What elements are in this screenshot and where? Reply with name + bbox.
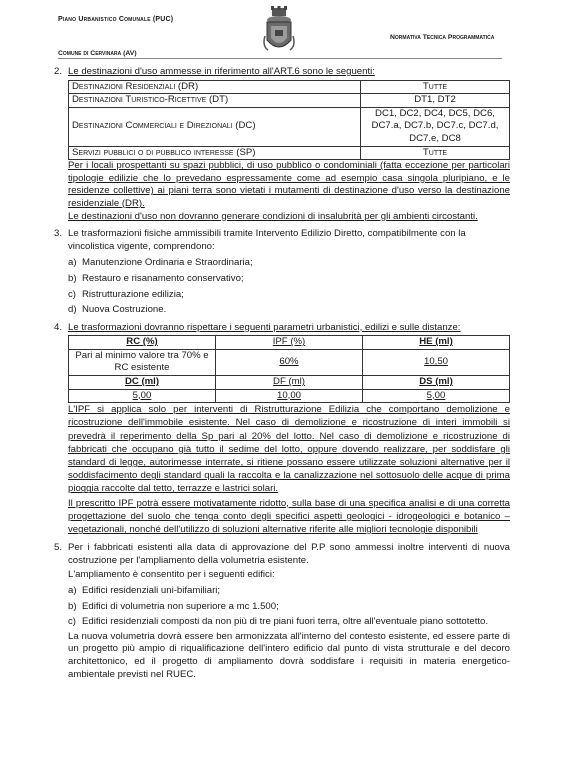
table-cell-value: Tutte <box>361 146 510 160</box>
document-section-title: Normativa Tecnica Programmatica <box>390 34 495 41</box>
parameters-note: L'IPF si applica solo per interventi di Ristrutturazione Edilizia che comportano demolizione e ricostruzione dell'immobile esistente. Nel caso di demolizione e ricostruzione di interi immobili si prevedrà il reperimento della Sp pari al 20% del lotto. Nel caso di demolizione e ricostruzione di fabbricati che occupano già tutto il sedime del lotto, oppure dovendo realizzare, per soddisfare gli standard di legge, autorimesse interrate, si ritiene possano essere utilizzate soluzioni alternative per il soddisfacimento degli standard quali la raccolta e la canalizzazione nel sottosuolo delle acque di prima pioggia raccolte dal tetto, terrazze e lastrici solari. <box>68 404 510 495</box>
table-header-cell: RC (%) <box>69 336 216 350</box>
table-cell-label: Destinazioni Turistico-Ricettive (DT) <box>69 94 361 108</box>
list-item: c) Ristrutturazione edilizia; <box>68 288 184 300</box>
section-intro: Le trasformazioni dovranno rispettare i seguenti parametri urbanistici, edilizi e sulle distanze: <box>68 321 461 333</box>
land-use-note: Le destinazioni d'uso non dovranno generare condizioni di insalubrità per gli ambienti circostanti. <box>68 210 478 222</box>
table-cell-value: DT1, DT2 <box>361 94 510 108</box>
parameters-note: Il prescritto IPF potrà essere motivatamente ridotto, sulla base di una specifica analisi e di una corretta progettazione del suolo che tenga conto degli specifici aspetti geologici - idrogeologici e botanico – vegetazionali, nonché dell'utilizzo di soluzioni alternative riferite alle migliori tecnologie disponibili <box>68 497 510 536</box>
list-item: d) Nuova Costruzione. <box>68 304 167 316</box>
section-3 <box>48 228 510 317</box>
section-intro: Le destinazioni d'uso ammesse in riferimento all'ART.6 sono le seguenti: <box>68 66 375 77</box>
municipal-coat-of-arms-icon <box>262 6 296 56</box>
table-cell-label: Destinazioni Residenziali (DR) <box>69 80 361 94</box>
section-number: 3. <box>54 228 63 240</box>
table-header-cell: DF (ml) <box>216 376 363 390</box>
table-cell-label: Servizi pubblici o di pubblico interesse (SP) <box>69 146 361 160</box>
land-use-note: Per i locali prospettanti su spazi pubblici, di uso pubblico o condominiali (fatta eccezione per particolari tipologie edilizie che lo prevedano espressamente come ad esempio casa singola pluripiano, e le residenze collettive) ai piani terra sono vietati i mutamenti di destinazione d'uso verso la destinazione residenziale (DR). <box>68 160 510 209</box>
document-title: Piano Urbanistico Comunale (PUC) <box>58 16 174 23</box>
table-cell: Pari al minimo valore tra 70% e RC esistente <box>69 349 216 375</box>
list-item: b) Edifici di volumetria non superiore a mc 1.500; <box>68 600 279 612</box>
header-divider <box>58 58 502 59</box>
section-number: 4. <box>54 321 63 333</box>
table-row <box>69 389 510 403</box>
list-item: c) Edifici residenziali composti da non più di tre piani fuori terra, oltre all'eventuale piano sottotetto. <box>68 616 489 628</box>
table-cell: 10,50 <box>363 349 510 375</box>
table-row <box>69 80 510 94</box>
table-cell: 5,00 <box>69 389 216 403</box>
table-cell: 5,00 <box>363 389 510 403</box>
table-cell: 60% <box>216 349 363 375</box>
table-cell: 10,00 <box>216 389 363 403</box>
parameters-table <box>68 335 510 403</box>
section-closing: La nuova volumetria dovrà essere ben armonizzata all'interno del contesto esistente, ed essere parte di un progetto più ampio di riqualificazione dell'intero edificio dal punto di vista strutturale e del decoro architettonico, ed il progetto di ampliamento dovrà soddisfare i requisiti in materia energetico-ambientale previsti nel RUEC. <box>68 630 510 680</box>
section-4 <box>48 322 510 537</box>
section-intro: Le trasformazioni fisiche ammissibili tramite Intervento Edilizio Diretto, compatibilmente con la vincolistica vigente, comprendono: <box>68 228 466 252</box>
table-header-cell: HE (ml) <box>363 336 510 350</box>
land-use-table <box>68 80 510 161</box>
table-cell-value: DC1, DC2, DC4, DC5, DC6, DC7.a, DC7.b, DC7.c, DC7.d, DC7.e, DC8 <box>361 107 510 146</box>
table-header-cell: DS (ml) <box>363 376 510 390</box>
table-cell-value: Tutte <box>361 80 510 94</box>
table-row <box>69 94 510 108</box>
table-row <box>69 146 510 160</box>
section-5 <box>48 542 510 681</box>
municipality-name: Comune di Cervinara (AV) <box>58 50 137 57</box>
section-2 <box>48 66 510 223</box>
section-number: 5. <box>54 542 63 554</box>
table-cell-label: Destinazioni Commerciali e Direzionali (DC) <box>69 107 361 146</box>
section-intro: Per i fabbricati esistenti alla data di approvazione del P.P sono ammessi inoltre interventi di nuova costruzione per l'ampliamento della volumetria esistente. <box>68 542 510 566</box>
table-row <box>69 349 510 375</box>
table-header-cell: IPF (%) <box>216 336 363 350</box>
section-lead: L'ampliamento è consentito per i seguenti edifici: <box>68 569 275 581</box>
table-row <box>69 376 510 390</box>
table-header-cell: DC (ml) <box>69 376 216 390</box>
section-number: 2. <box>54 66 63 77</box>
list-item: b) Restauro e risanamento conservativo; <box>68 272 244 284</box>
list-item: a) Edifici residenziali uni-bifamiliari; <box>68 585 221 597</box>
list-item: a) Manutenzione Ordinaria e Straordinaria; <box>68 257 253 269</box>
table-row <box>69 336 510 350</box>
document-body <box>48 66 510 681</box>
table-row <box>69 107 510 146</box>
